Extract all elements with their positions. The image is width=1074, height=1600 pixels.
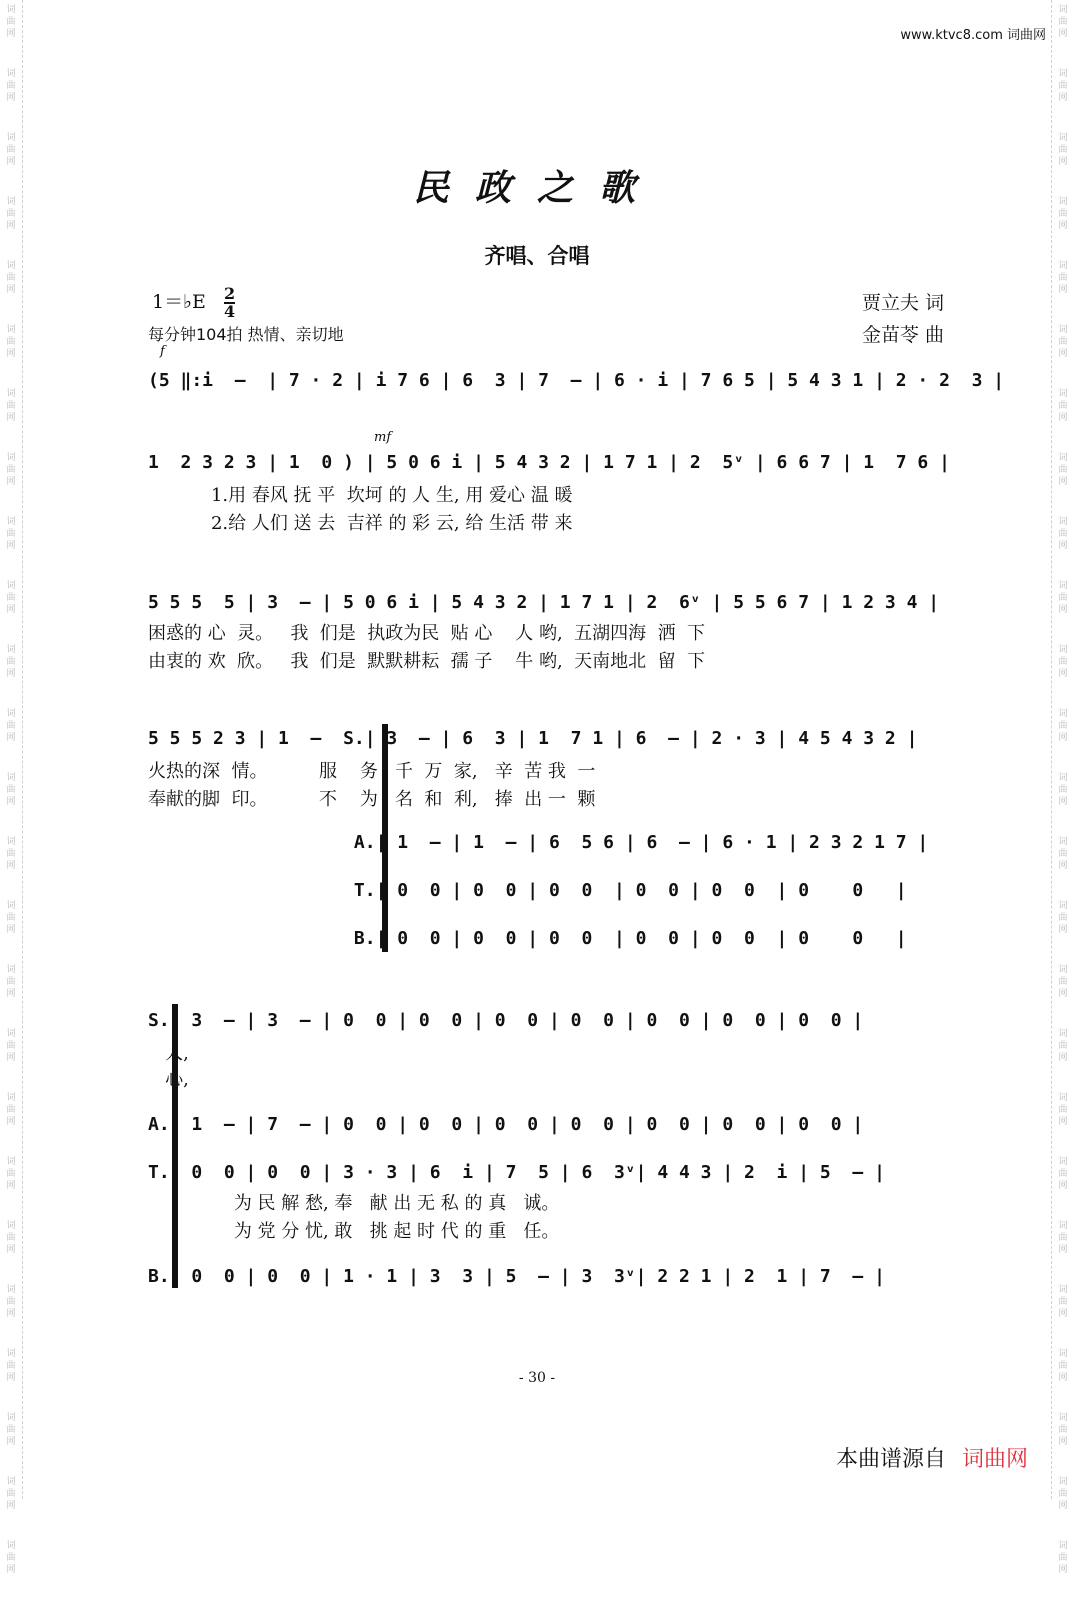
lyric-line-5-soprano-2: 心, [148,1069,189,1090]
watermark-glyph: 词 曲 网 [6,1285,16,1319]
watermark-glyph: 词 曲 网 [6,581,16,615]
watermark-glyph: 词 曲 网 [1058,1285,1068,1319]
watermark-glyph: 词 曲 网 [1058,261,1068,295]
notation-line-5-alto: A.| 1 – | 7 – | 0 0 | 0 0 | 0 0 | 0 0 | 0 0 | 0 0 | 0 0 | [148,1114,864,1135]
lyric-line-2-verse-2: 2.给 人们 送 去 吉祥 的 彩 云, 给 生活 带 来 [148,513,573,534]
watermark-glyph: 词 曲 网 [6,965,16,999]
lyric-line-5-tenor-1: 为 民 解 愁, 奉 献 出 无 私 的 真 诚。 [148,1193,560,1214]
watermark-glyph: 词 曲 网 [1058,1541,1068,1575]
composer-credit: 金苗苓 曲 [862,324,945,346]
watermark-glyph: 词 曲 网 [1058,1157,1068,1191]
right-watermark-strip [1051,0,1074,1575]
watermark-glyph: 词 曲 网 [1058,1477,1068,1511]
lyric-line-3-verse-1: 困惑的 心 灵。 我 们是 执政为民 贴 心 人 哟, 五湖四海 洒 下 [148,623,706,644]
notation-line-4-tenor: T.| 0 0 | 0 0 | 0 0 | 0 0 | 0 0 | 0 0 | [148,880,907,901]
watermark-glyph: 词 曲 网 [6,645,16,679]
watermark-glyph: 词 曲 网 [6,133,16,167]
watermark-glyph: 词 曲 网 [1058,901,1068,935]
notation-line-4-alto: A.| 1 – | 1 – | 6 5 6 | 6 – | 6 · 1 | 2 3 2 1 7 | [148,832,929,853]
watermark-glyph: 词 曲 网 [1058,837,1068,871]
notation-line-3: 5 5 5 5 | 3 – | 5 0 6 i | 5 4 3 2 | 1 7 1 | 2 6ᵛ | 5 5 6 7 | 1 2 3 4 | [148,592,940,613]
watermark-glyph: 词 曲 网 [6,1029,16,1063]
notation-line-4-soprano: 5 5 5 2 3 | 1 – S.| 3 – | 6 3 | 1 7 1 | 6 – | 2 · 3 | 4 5 4 3 2 | [148,728,918,749]
source-footer [836,1442,1028,1473]
source-brand-link[interactable]: 词曲网 [961,1447,1028,1472]
song-title: 民政之歌 [412,167,661,209]
dynamic-mezzo-forte: mf [374,430,392,445]
lyric-line-4-verse-1: 火热的深 情。 服 务 千 万 家, 辛 苦 我 一 [148,761,596,782]
left-watermark-strip [0,0,23,1575]
lyric-line-5-soprano-1: 人, [148,1043,189,1064]
watermark-glyph: 词 曲 网 [1058,1029,1068,1063]
watermark-glyph: 词 曲 网 [6,1221,16,1255]
watermark-glyph: 词 曲 网 [6,69,16,103]
source-label: 本曲谱源自 [835,1447,946,1472]
lyric-line-4-verse-2: 奉献的脚 印。 不 为 名 和 利, 捧 出 一 颗 [148,789,596,810]
time-denominator: 4 [223,302,236,321]
time-signature [224,286,235,320]
watermark-glyph: 词 曲 网 [6,901,16,935]
page-number: - 30 - [518,1370,556,1386]
notation-line-intro: (5 ‖:i – | 7 · 2 | i 7 6 | 6 3 | 7 – | 6 · i | 7 6 5 | 5 4 3 1 | 2 · 2 3 | [148,370,1005,391]
watermark-glyph: 词 曲 网 [6,1413,16,1447]
notation-line-5-soprano: S.| 3 – | 3 – | 0 0 | 0 0 | 0 0 | 0 0 | 0 0 | 0 0 | 0 0 | [148,1010,864,1031]
watermark-glyph: 词 曲 网 [6,517,16,551]
watermark-glyph: 词 曲 网 [1058,453,1068,487]
key-label: 1＝♭E [152,291,206,313]
lyric-line-3-verse-2: 由衷的 欢 欣。 我 们是 默默耕耘 孺 子 牛 哟, 天南地北 留 下 [148,651,706,672]
watermark-glyph: 词 曲 网 [1058,1349,1068,1383]
watermark-glyph: 词 曲 网 [6,1477,16,1511]
watermark-glyph: 词 曲 网 [1058,325,1068,359]
dynamic-forte: f [160,344,165,359]
watermark-glyph: 词 曲 网 [1058,709,1068,743]
site-url-header[interactable]: www.ktvc8.com 词曲网 [900,28,1046,43]
key-signature [152,286,235,320]
notation-line-4-bass: B.| 0 0 | 0 0 | 0 0 | 0 0 | 0 0 | 0 0 | [148,928,907,949]
watermark-glyph: 词 曲 网 [6,261,16,295]
lyricist-credit: 贾立夫 词 [862,292,945,314]
watermark-glyph: 词 曲 网 [6,1157,16,1191]
watermark-glyph: 词 曲 网 [6,453,16,487]
watermark-glyph: 词 曲 网 [1058,645,1068,679]
watermark-glyph: 词 曲 网 [6,1093,16,1127]
watermark-glyph: 词 曲 网 [6,325,16,359]
watermark-glyph: 词 曲 网 [1058,1093,1068,1127]
watermark-glyph: 词 曲 网 [6,773,16,807]
time-numerator: 2 [223,284,236,303]
song-subtitle: 齐唱、合唱 [484,244,590,268]
watermark-glyph: 词 曲 网 [1058,197,1068,231]
notation-line-2: 1 2 3 2 3 | 1 0 ) | 5 0 6 i | 5 4 3 2 | 1 7 1 | 2 5ᵛ | 6 6 7 | 1 7 6 | [148,452,950,473]
notation-line-5-bass: B.| 0 0 | 0 0 | 1 · 1 | 3 3 | 5 – | 3 3ᵛ| 2 2 1 | 2 1 | 7 – | [148,1266,885,1287]
watermark-glyph: 词 曲 网 [1058,389,1068,423]
watermark-glyph: 词 曲 网 [6,389,16,423]
watermark-glyph: 词 曲 网 [1058,5,1068,39]
watermark-glyph: 词 曲 网 [6,5,16,39]
watermark-glyph: 词 曲 网 [6,837,16,871]
tempo-marking: 每分钟104拍 热情、亲切地 [148,325,344,344]
watermark-glyph: 词 曲 网 [1058,965,1068,999]
notation-line-5-tenor: T.| 0 0 | 0 0 | 3 · 3 | 6 i | 7 5 | 6 3ᵛ| 4 4 3 | 2 i | 5 – | [148,1162,885,1183]
watermark-glyph: 词 曲 网 [1058,133,1068,167]
watermark-glyph: 词 曲 网 [1058,1413,1068,1447]
watermark-glyph: 词 曲 网 [6,1349,16,1383]
watermark-glyph: 词 曲 网 [1058,69,1068,103]
watermark-glyph: 词 曲 网 [6,709,16,743]
lyric-line-2-verse-1: 1.用 春风 抚 平 坎坷 的 人 生, 用 爱心 温 暖 [148,485,573,506]
watermark-glyph: 词 曲 网 [1058,773,1068,807]
lyric-line-5-tenor-2: 为 党 分 忧, 敢 挑 起 时 代 的 重 任。 [148,1221,560,1242]
watermark-glyph: 词 曲 网 [1058,517,1068,551]
watermark-glyph: 词 曲 网 [6,197,16,231]
watermark-glyph: 词 曲 网 [6,1541,16,1575]
watermark-glyph: 词 曲 网 [1058,581,1068,615]
watermark-glyph: 词 曲 网 [1058,1221,1068,1255]
